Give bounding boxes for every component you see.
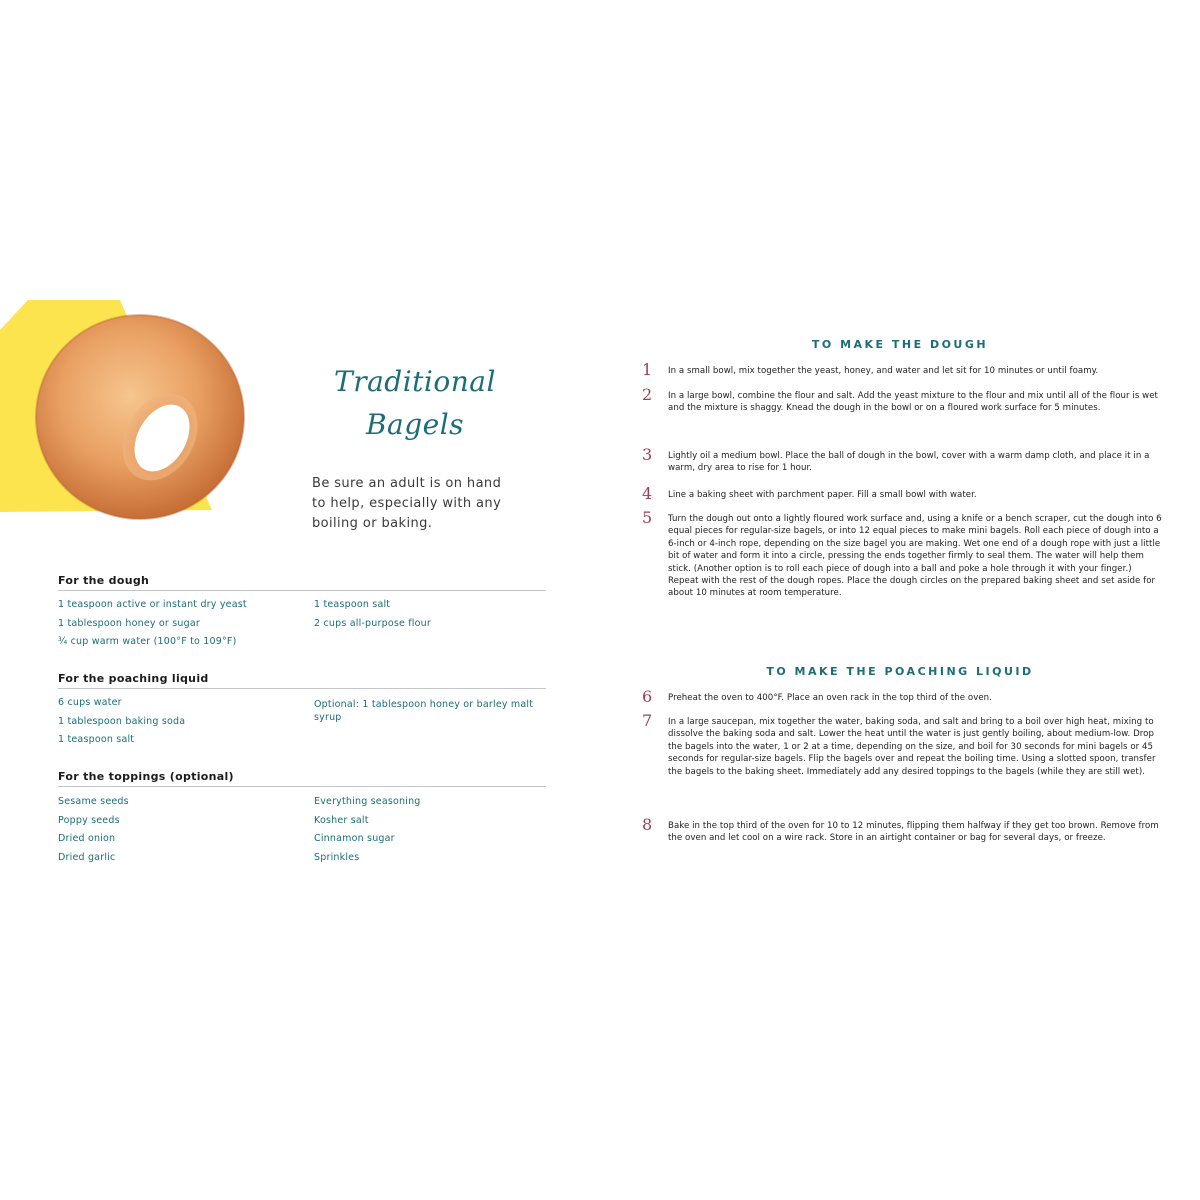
step-number: 6 (642, 687, 653, 706)
step-text: In a small bowl, mix together the yeast, honey, and water and let sit for 10 minutes or until foamy. (668, 366, 1099, 376)
step-1 (642, 360, 1162, 379)
dough-heading: For the dough (58, 574, 546, 591)
step-number: 5 (642, 508, 653, 527)
poaching-heading: For the poaching liquid (58, 672, 546, 689)
toppings-col-2 (314, 793, 421, 867)
step-text: Line a baking sheet with parchment paper. Fill a small bowl with water. (668, 490, 977, 500)
step-text: Bake in the top third of the oven for 10 to 12 minutes, flipping them halfway if they get too brown. Remove from the oven and let cool on a wire rack. Store in an airtight container or bag for several days, or freeze. (668, 821, 1159, 844)
step-text: Lightly oil a medium bowl. Place the ball of dough in the bowl, cover with a warm damp cloth, and place it in a warm, dry area to rise for 1 hour. (668, 451, 1150, 474)
toppings-heading: For the toppings (optional) (58, 770, 546, 787)
poaching-col-1 (58, 694, 185, 750)
ingredient-item: 1 teaspoon salt (314, 599, 391, 610)
bagel-photo (30, 305, 250, 525)
step-4 (642, 484, 1162, 503)
dough-directions-heading: TO MAKE THE DOUGH (811, 338, 989, 351)
step-number: 8 (642, 815, 653, 834)
toppings-col-1 (58, 793, 129, 867)
step-3 (642, 445, 1162, 475)
dough-col-1 (58, 596, 247, 652)
step-text: In a large saucepan, mix together the water, baking soda, and salt and bring to a boil over high heat, mixing to dissolve the baking soda and salt. Lower the heat until the water is just gently boiling, about medium-low. Drop the bagels into the water, 1 or 2 at a time, depending on the size, and boil for 30 seconds for mini bagels or 45 seconds for regular-size bagels. Flip the bagels over and repeat the boiling time. Using a slotted spoon, transfer the bagels to the baking sheet. Immediately add any desired toppings to the bagels (while they are still wet). (668, 717, 1156, 777)
step-text: In a large bowl, combine the flour and salt. Add the yeast mixture to the flour and mix until all of the flour is wet and the mixture is shaggy. Knead the dough in the bowl or on a floured work surface for 5 minutes. (668, 391, 1158, 414)
ingredient-item: Poppy seeds (58, 814, 120, 826)
ingredient-item: 1 tablespoon honey or sugar (58, 617, 200, 629)
recipe-title (300, 360, 530, 447)
step-6 (642, 687, 1162, 706)
ingredient-item: ¾ cup warm water (100°F to 109°F) (58, 636, 237, 647)
step-number: 1 (642, 360, 653, 379)
ingredient-item: Sesame seeds (58, 796, 129, 807)
ingredient-item: 6 cups water (58, 697, 122, 708)
ingredient-item: Everything seasoning (314, 796, 421, 807)
title-line-1: Traditional (334, 365, 496, 398)
poaching-directions-heading: TO MAKE THE POACHING LIQUID (766, 665, 1034, 678)
step-text: Preheat the oven to 400°F. Place an oven rack in the top third of the oven. (668, 693, 992, 703)
step-number: 3 (642, 445, 653, 464)
ingredient-item: Dried onion (58, 833, 116, 844)
step-number: 4 (642, 484, 653, 503)
step-number: 7 (642, 711, 653, 730)
ingredient-item: 1 teaspoon active or instant dry yeast (58, 599, 247, 610)
ingredient-item: 1 teaspoon salt (58, 734, 135, 745)
ingredient-item: Cinnamon sugar (314, 833, 395, 844)
dough-col-2 (314, 596, 431, 633)
ingredient-item: Sprinkles (314, 851, 360, 863)
title-line-2: Bagels (365, 408, 465, 442)
ingredient-item: Optional: 1 tablespoon honey or barley malt syrup (314, 699, 534, 723)
step-7 (642, 711, 1162, 778)
step-text: Turn the dough out onto a lightly floured work surface and, using a knife or a bench scraper, cut the dough into 6 equal pieces for regular-size bagels, or into 12 equal pieces to make mini bagels. Roll each piece of dough into a 6-inch or 4-inch rope, depending on the size bagel you are making. Wet one end of a dough rope with just a little bit of water and form it into a circle, pressing the ends together firmly to seal them. The water will help them stick. (Another option is to roll each piece of dough into a ball and poke a hole through it with your finger.) Repeat with the rest of the dough ropes. Place the dough circles on the prepared baking sheet and set aside for about 10 minutes at room temperature. (668, 514, 1162, 599)
step-2 (642, 385, 1162, 415)
ingredient-item: 2 cups all-purpose flour (314, 617, 431, 629)
ingredient-item: 1 tablespoon baking soda (58, 715, 186, 727)
intro-text: Be sure an adult is on hand to help, especially with any boiling or baking. (312, 476, 502, 531)
step-5 (642, 508, 1162, 600)
step-number: 2 (642, 385, 653, 404)
step-8 (642, 815, 1162, 845)
poaching-col-2 (314, 698, 554, 724)
ingredient-item: Dried garlic (58, 851, 116, 863)
ingredient-item: Kosher salt (314, 814, 369, 826)
